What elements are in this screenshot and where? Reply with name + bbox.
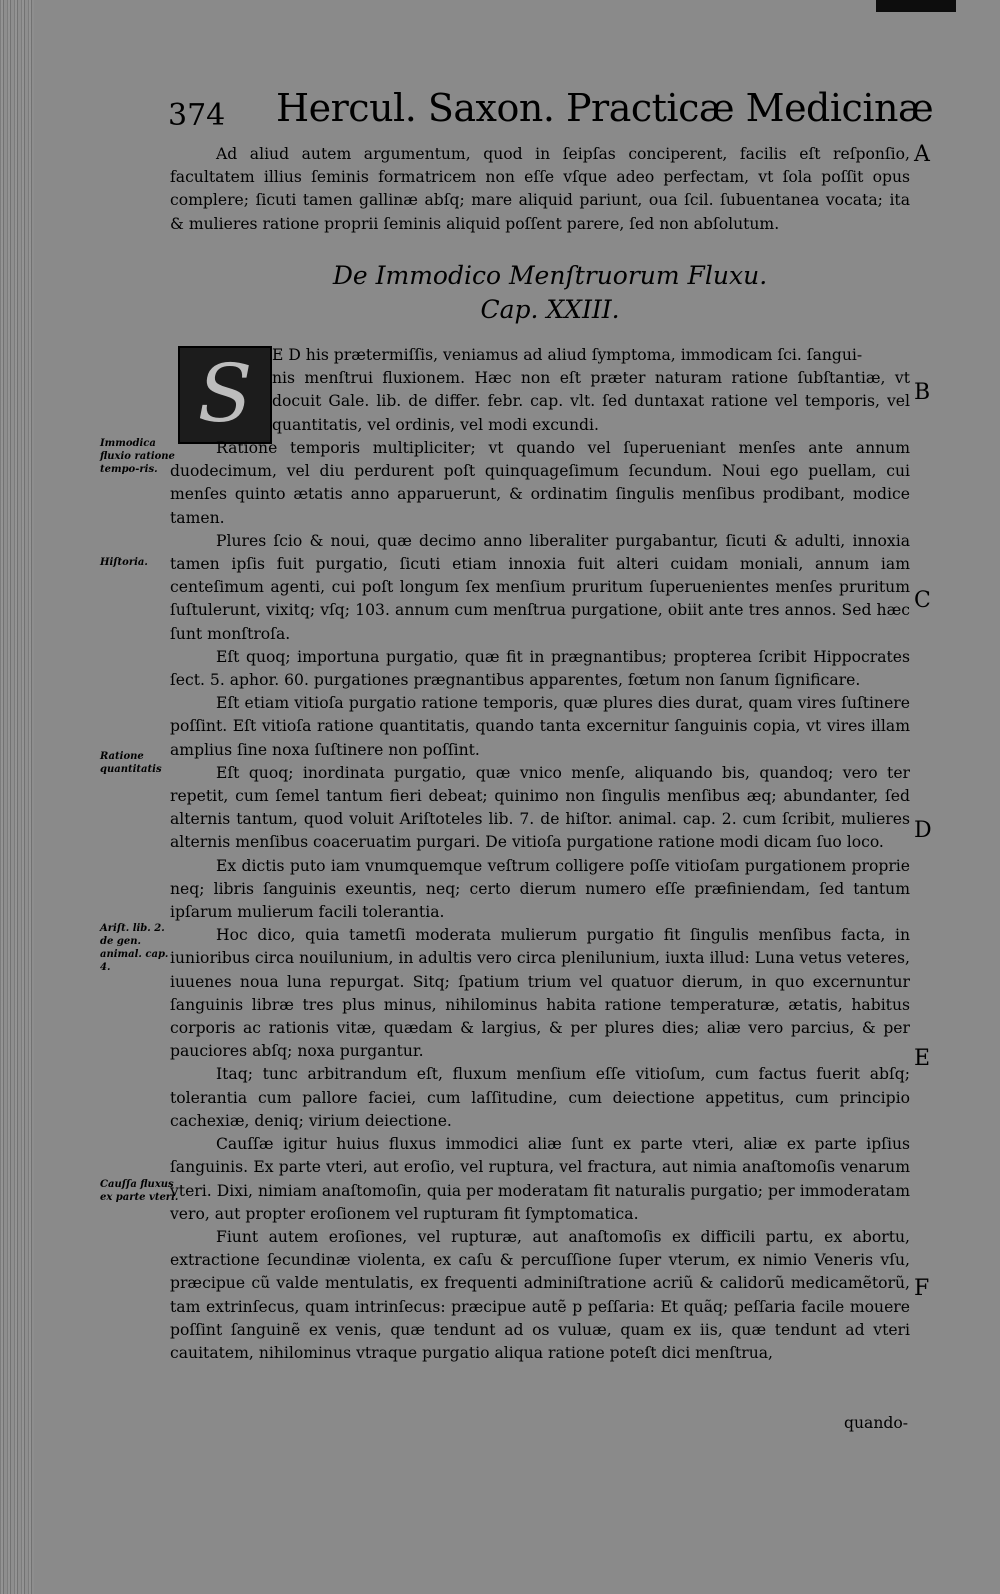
paragraph: Hoc dico, quia tametſi moderata mulierum purgatio fit ſingulis menſibus facta, in iunioribus circa nouilunium, in adultis vero circa plenilunium, iuxta illud: Luna vetus veteres, iuuenes noua luna repurgat. Sitq; ſpatium trium vel quatuor dierum, in quo excernuntur ſanguinis libræ tres plus minus, nihilominus habita ratione temperaturæ, ætatis, habitus corporis ac rationis vitæ, quædam & largius, & per plures dies; aliæ vero parcius, & per pauciores abſq; noxa purgantur.	[170, 926, 910, 1061]
margin-note: Ariſt. lib. 2. de gen. animal. cap. 4.	[100, 923, 169, 973]
section-letter-f: F	[914, 1276, 930, 1301]
running-title: Hercul. Saxon. Practicæ Medicinæ	[276, 86, 934, 130]
paragraph: Itaq; tunc arbitrandum eſt, fluxum menſium eſſe vitioſum, cum factus fuerit abſq; tolerantia cum pallore faciei, cum laſſitudine, cum deiectione appetitus, cum principio cachexiæ, deniq; virium deiectione.	[170, 1065, 910, 1130]
section-letter-a: A	[914, 142, 930, 167]
catchword: quando-	[844, 1414, 909, 1432]
paragraph: Eſt quoq; inordinata purgatio, quæ vnico menſe, aliquando bis, quandoq; vero ter repetit, cum ſemel tantum fieri debeat; quinimo non ſingulis menſibus æq; abundanter, ſed alternis tantum, quod voluit Ariſtoteles lib. 7. de hiſtor. animal. cap. 2. cum ſcribit, mulieres alternis menſibus coaceruatim purgari. De vitioſa purgatione ratione modi dicam ſuo loco.	[170, 763, 910, 852]
section-letter-d: D	[914, 818, 932, 843]
section-letter-b: B	[914, 380, 931, 405]
main-text	[170, 437, 910, 1365]
paragraph: Ratione temporis multipliciter; vt quando vel ſuperueniant menſes ante annum duodecimum, vel diu perdurent poſt quinquageſimum ſecundum. Noui ego puellam, cui menſes quinto ætatis anno apparuerunt, & ordinatim ſingulis menſibus prodibant, modice tamen.	[170, 439, 910, 527]
intro-paragraph: Ad aliud autem argumentum, quod in ſeipſas conciperent, facilis eſt reſponſio, facultatem illius ſeminis formatricem non eſſe vſque adeo perfectam, vt ſola poſſit opus complere; ſicuti tamen gallinæ abſq; mare aliquid pariunt, oua ſcil. ſubuentanea vocata; ita & mulieres ratione proprii ſeminis aliquid poſſent parere, ſed non abſolutum.	[170, 145, 910, 233]
paragraph: Fiunt autem eroſiones, vel rupturæ, aut anaſtomoſis ex difficili partu, ex abortu, extractione ſecundinæ violenta, ex caſu & percuſſione ſuper vterum, ex nimio Veneris vſu, præcipue cũ valde mentulatis, ex frequenti adminiſtratione acriũ & calidorũ medicamẽtorũ, tam extrinſecus, quam intrinſecus: præcipue autẽ p peſſaria: Et quãq; peſſaria facile mouere poſſint ſanguinẽ ex venis, quæ tendunt ad os vuluæ, quam ex iis, quæ tendunt ad vteri cauitatem, nihilominus vtraque purgatio aliqua ratione poteſt dici menſtrua,	[170, 1227, 910, 1362]
drop-cap-initial: S	[178, 346, 272, 444]
binding-gutter	[0, 0, 34, 1594]
page-corner-tab	[876, 0, 956, 12]
margin-note: Hiſtoria.	[100, 557, 148, 568]
margin-note: Cauſſa fluxus ex parte vteri.	[100, 1179, 179, 1203]
first-paragraph-line1: E D his prætermiſſis, veniamus ad aliud ſymptoma, immodicam ſci. ſangui-	[272, 346, 863, 364]
chapter-heading	[170, 259, 930, 327]
chapter-number: Cap. XXIII.	[480, 295, 620, 324]
section-letter-e: E	[914, 1046, 931, 1071]
paragraph: Eſt etiam vitioſa purgatio ratione temporis, quæ plures dies durat, quam vires ſuſtinere poſſint. Eſt vitioſa ratione quantitatis, quando tanta excernitur ſanguinis copia, vt vires illam amplius ſine noxa ſuſtinere non poſſint.	[170, 694, 910, 759]
paragraph: Eſt quoq; importuna purgatio, quæ fit in prægnantibus; propterea ſcribit Hippocrates ſect. 5. aphor. 60. purgationes prægnantibus apparentes, fœtum non ſanum ſignificare.	[170, 647, 910, 690]
page-number: 374	[168, 98, 226, 133]
paragraph: Ex dictis puto iam vnumquemque veſtrum colligere poſſe vitioſam purgationem proprie neq; libris ſanguinis exeuntis, neq; certo dierum numero eſſe præfiniendam, ſed tantum ipſarum mulierum facili tolerantia.	[170, 856, 910, 922]
first-paragraph	[170, 344, 910, 437]
margin-note: Ratione quantitatis	[100, 751, 162, 775]
chapter-title: De Immodico Menſtruorum Fluxu.	[332, 261, 768, 290]
paragraph: Cauſſæ igitur huius fluxus immodici aliæ ſunt ex parte vteri, aliæ ex parte ipſius ſanguinis. Ex parte vteri, aut eroſio, vel ruptura, vel fractura, aut nimia anaſtomoſis venarum vteri. Dixi, nimiam anaſtomoſin, quia per moderatam fit naturalis purgatio; per immoderatam vero, aut propter eroſionem vel rupturam fit ſymptomatica.	[170, 1135, 910, 1223]
first-paragraph-rest: nis menſtrui fluxionem. Hæc non eſt præter naturam ratione ſubſtantiæ, vt docuit Gale. lib. de differ. febr. cap. vlt. ſed duntaxat ratione vel temporis, vel quantitatis, vel ordinis, vel modi excundi.	[272, 369, 910, 434]
intro-paragraph-block	[170, 143, 910, 236]
page-header	[168, 86, 934, 142]
first-paragraph-block	[170, 344, 910, 437]
margin-note: Immodica fluxio ratione tempo-ris.	[100, 438, 175, 475]
section-letter-c: C	[914, 588, 931, 613]
paragraph: Plures ſcio & noui, quæ decimo anno liberaliter purgabantur, ſicuti & adulti, innoxia tamen ipſis fuit purgatio, ſicuti etiam innoxia fuit alteri cuidam moniali, annum iam centeſimum agenti, cui poſt longum ſex menſium pruritum ſuperuenientes menſes pruritum ſuſtulerunt, vixitq; vſq; 103. annum cum menſtrua purgatione, obiit ante tres annos. Sed hæc ſunt monſtroſa.	[170, 531, 910, 643]
